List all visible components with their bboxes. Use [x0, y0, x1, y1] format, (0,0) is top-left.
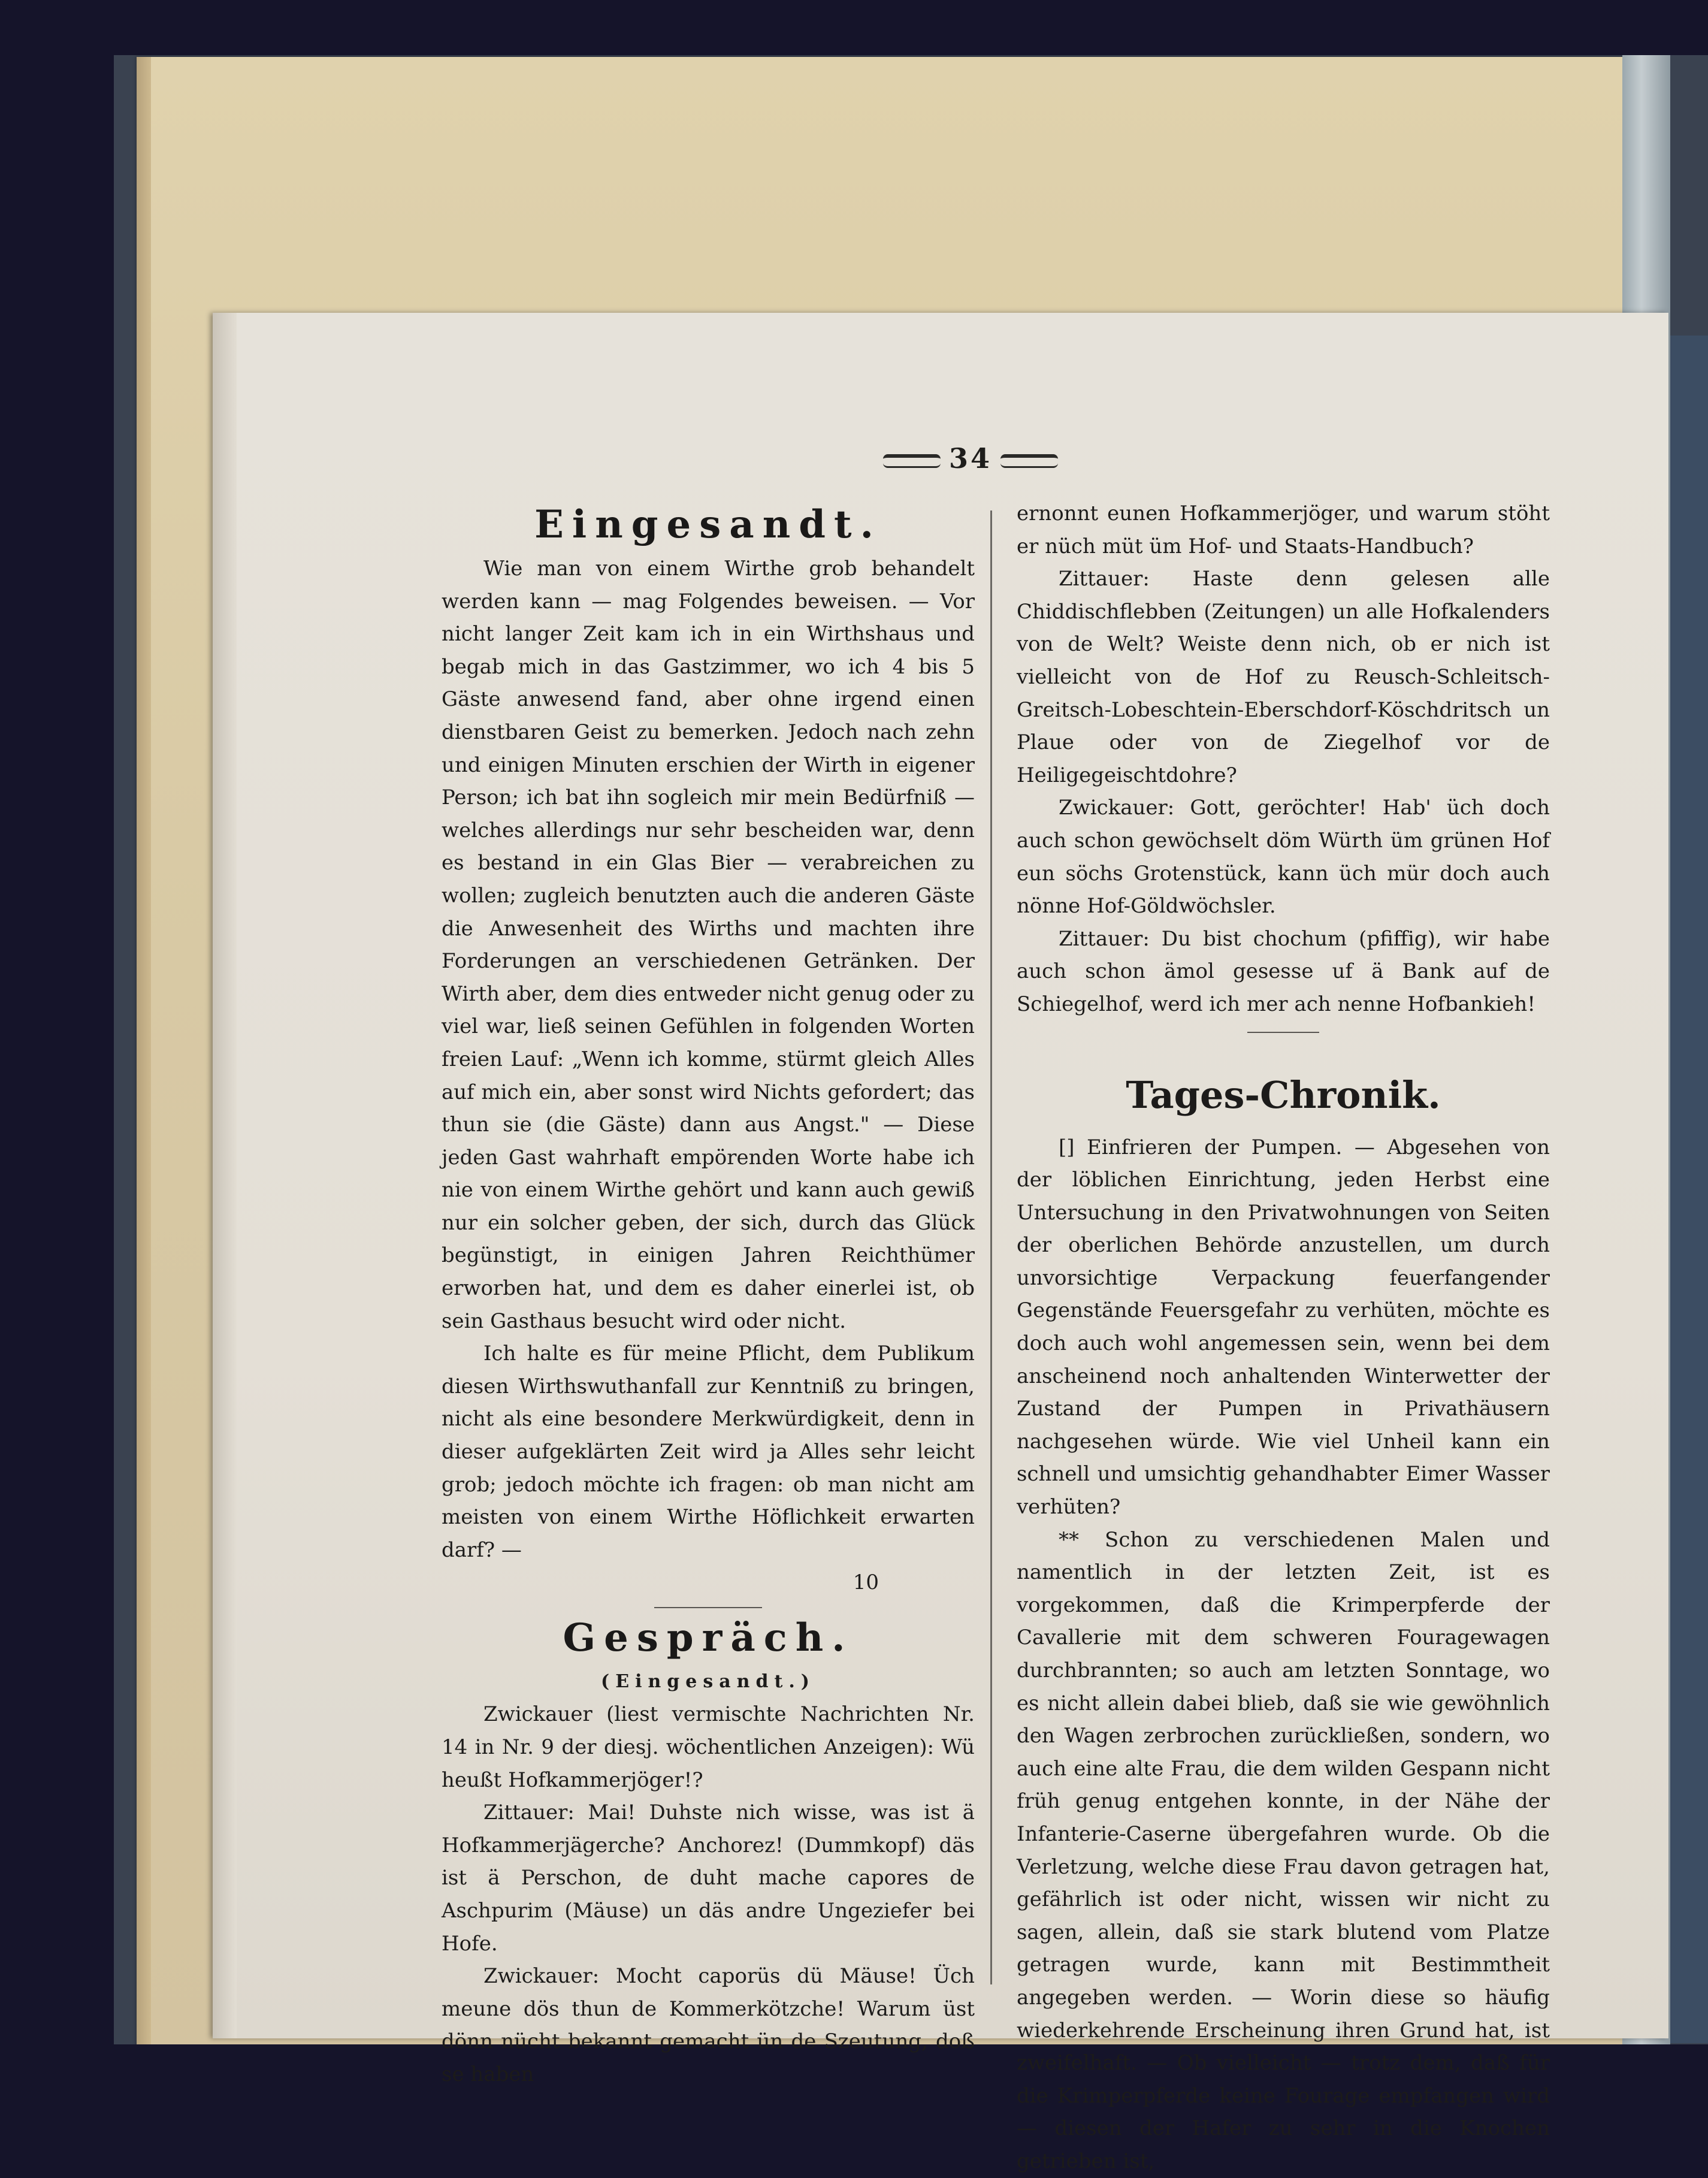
news-paragraph: [] Einfrieren der Pumpen. — Abgesehen von der löblichen Einrichtung, jeden Herbst eine Untersuchung in den Privatwohnungen von Seiten der oberlichen Behörde anzustellen, um durch unvorsichtige Verpackung feuerfangender Gegenstände Feuersgefahr zu verhüten, möchte es doch auch wohl angemessen sein, wenn bei dem anscheinend noch anhaltenden Winterwetter der Zustand der Pumpen in Privathäusern nachgesehen würde. Wie viel Unheil kann ein schnell und umsichtig gehandhabter Eimer Wasser verhüten? — [1017, 1135, 1550, 1520]
back-page-edge — [137, 57, 151, 2052]
dialogue-paragraph: Zittauer: Du bist chochum (pfiffig), wir habe auch schon ämol gesesse uf ä Bank auf de Schiegelhof, werd ich mer ach nenne Hofbankieh! — [1017, 926, 1550, 1016]
main-page-edge — [213, 313, 237, 2038]
ornament-right-icon — [1000, 454, 1058, 468]
article-signature: 10 — [853, 1570, 879, 1595]
news-paragraph: ** Schon zu verschiedenen Malen und namentlich in der letzten Zeit, ist es vorgekommen, daß die Krimperpferde der Cavallerie mit dem schweren Fouragewagen durchbrannten; so auch am letzten Sonntage, wo es nicht allein dabei blieb, daß sie wie gewöhnlich den Wagen zerbrochen zurückließen, sondern, wo auch eine alte Frau, die dem wilden Gespann nicht früh genug entgehen konnte, in der Nähe der Infanterie-Caserne übergefahren wurde. Ob die Verletzung, welche diese Frau davon getragen hat, gefährlich ist oder nicht, wissen wir nicht zu sagen, allein, daß sie stark blutend vom Platze getragen wurde, kann mit Bestimmtheit angegeben werden. — Worin diese so häufig wiederkehrende Erscheinung ihren Grund hat, ist zweifelhaft. — Ob vielleicht — trotz dem, daß für die Krimperpferde keine Fourage empfangen wird — diesen der Hafer zu sehr in die Knochen getrieben ist, — [1017, 1527, 1550, 2173]
dialogue-paragraph: Zwickauer: Mocht caporüs dü Mäuse! Üch meune dös thun de Kommerkötzche! Warum üst dönn nücht bekannt gemacht ün de Szeutung, doß se haben — [442, 1964, 975, 2086]
column-rule — [990, 510, 992, 1984]
page-number: 34 — [948, 442, 992, 475]
dialogue-paragraph: Zittauer: Haste denn gelesen alle Chiddischflebben (Zeitungen) un alle Hofkalenders von de Welt? Weiste denn nich, ob er nich ist vielleicht von de Hof zu Reusch-Schleitsch-Greitsch-Lobeschtein-Eberschdorf-Köschdritsch un Plaue oder von de Ziegelhof vor de Heiligegeischtdohre? — [1017, 567, 1550, 787]
dialogue-paragraph: ernonnt eunen Hofkammerjöger, und warum stöht er nüch müt üm Hof- und Staats-Handbuch? — [1017, 502, 1550, 558]
heading-eingesandt: Eingesandt. — [534, 502, 882, 547]
dialogue-paragraph: Zittauer: Mai! Duhste nich wisse, was ist ä Hofkammerjägerche? Anchorez! (Dummkopf) däs ist ä Perschon, de duht mache capores de Aschpurim (Mäuse) un däs andre Ungeziefer bei Hofe. — [442, 1801, 975, 1956]
divider — [654, 1607, 762, 1608]
dialogue-paragraph: Zwickauer: Gott, geröchter! Hab' üch doch auch schon gewöchselt döm Würth üm grünen Hof eun söchs Grotenstück, kann üch mür doch auch nönne Hof-Göldwöchsler. — [1017, 796, 1550, 919]
right-column — [1017, 497, 1550, 2178]
article-paragraph: Wie man von einem Wirthe grob behandelt werden kann — mag Folgendes beweisen. — Vor nicht langer Zeit kam ich in ein Wirthshaus und begab mich in das Gastzimmer, wo ich 4 bis 5 Gäste anwesend fand, aber ohne irgend einen dienstbaren Geist zu bemerken. Jedoch nach zehn und einigen Minuten erschien der Wirth in eigener Person; ich bat ihn sogleich mir mein Bedürfniß — welches allerdings nur sehr bescheiden war, denn es bestand in ein Glas Bier — verabreichen zu wollen; zugleich benutzten auch die anderen Gäste die Anwesenheit des Wirths und machten ihre Forderungen an verschiedenen Getränken. Der Wirth aber, dem dies entweder nicht genug oder zu viel war, ließ seinen Gefühlen in folgenden Worten freien Lauf: „Wenn ich komme, stürmt gleich Alles auf mich ein, aber sonst wird Nichts gefordert; das thun sie (die Gäste) dann aus Angst." — Diese jeden Gast wahrhaft empörenden Worte habe ich nie von einem Wirthe gehört und kann auch gewiß nur ein solcher geben, der sich, durch das Glück begünstigt, in einigen Jahren Reichthümer erworben hat, und dem es daher einerlei ist, ob sein Gasthaus besucht wird oder nicht. — [442, 557, 975, 1333]
heading-tages-chronik: Tages-Chronik. — [1126, 1073, 1441, 1117]
dialogue-paragraph: Zwickauer (liest vermischte Nachrichten Nr. 14 in Nr. 9 der diesj. wöchentlichen Anzeigen): Wü heußt Hofkammerjöger!? — [442, 1702, 975, 1792]
heading-gespraech: Gespräch. — [563, 1615, 854, 1661]
divider — [1247, 1032, 1319, 1033]
page-header — [863, 442, 1078, 475]
ornament-left-icon — [883, 454, 941, 468]
left-column — [442, 497, 975, 2091]
subheading-eingesandt: (Eingesandt.) — [601, 1671, 815, 1693]
right-cover — [1670, 336, 1708, 2043]
article-paragraph: Ich halte es für meine Pflicht, dem Publikum diesen Wirthswuthanfall zur Kenntniß zu bringen, nicht als eine besondere Merkwürdigkeit, denn in dieser aufgeklärten Zeit wird ja Alles sehr leicht grob; jedoch möchte ich fragen: ob man nicht am meisten von einem Wirthe Höflichkeit erwarten darf? — — [442, 1342, 975, 1562]
